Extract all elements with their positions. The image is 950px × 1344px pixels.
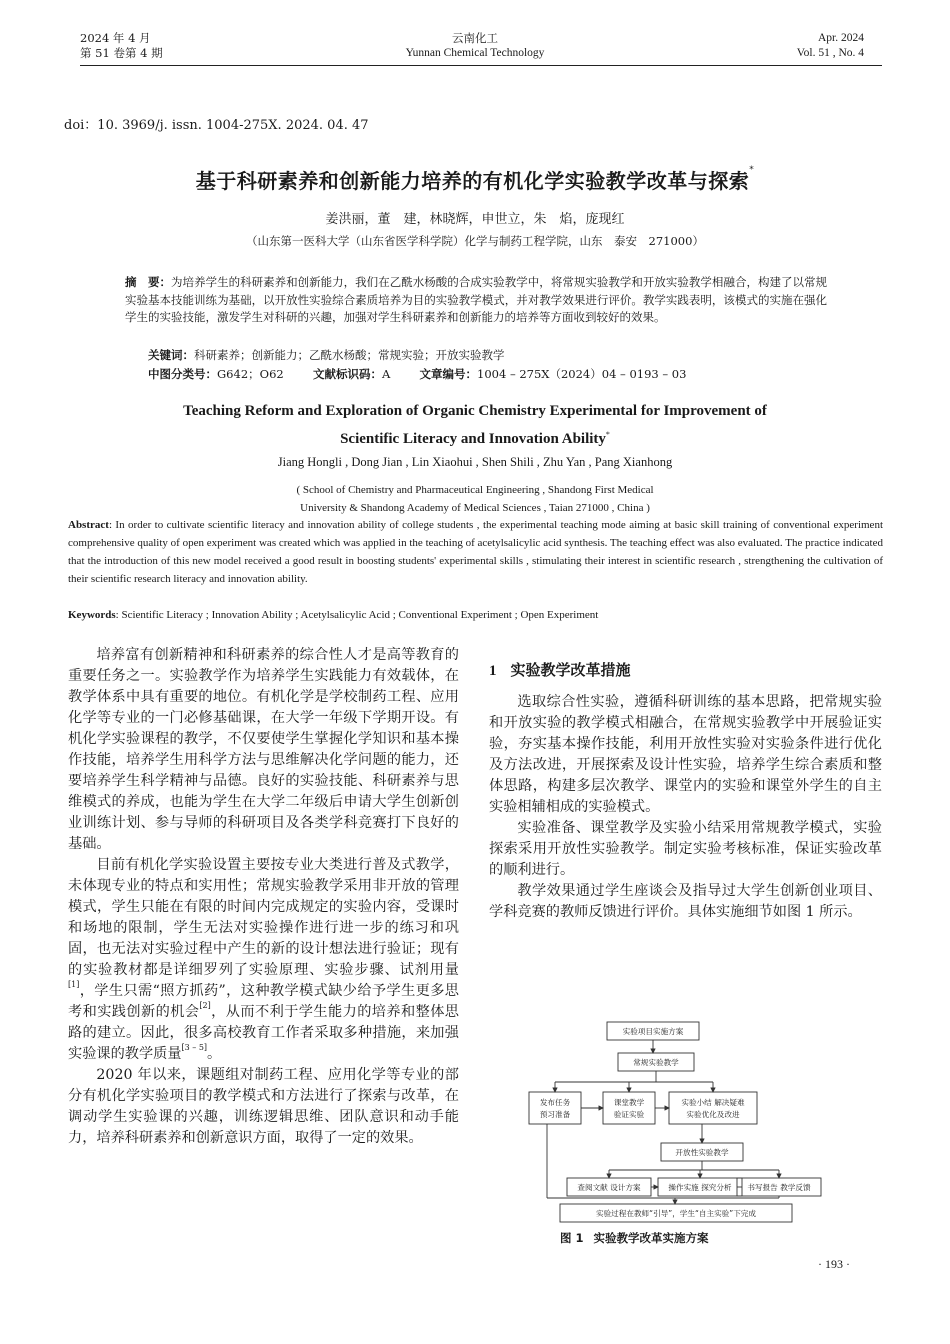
section-number: 1 — [489, 663, 497, 679]
title-en-text: Teaching Reform and Exploration of Organic Chemistry Experimental for Improvement of Scientific Literacy and Innovation Ability — [183, 403, 767, 447]
flow-text-task-2: 预习准备 — [539, 1110, 571, 1119]
doc-code-label: 文献标识码： — [312, 367, 382, 381]
paragraph-text: 。 — [207, 1046, 222, 1062]
flow-text-summary-2: 实验优化及改进 — [686, 1110, 740, 1119]
abstract-en-text: : In order to cultivate scientific literacy and innovation ability of college students , the experimental teaching mode aiming at basic skill training of conventional experiment comprehensive quality of open experiment was created which was applied in the teaching of acetylsalicylic acid synthesis. The teaching effect was also evaluated. The practice indicated that the introduction of this new model received a good result in boosting students' experimental skills , stimulating their interest in scientific research , strengthening the cultivation of their scientific research literacy and innovation ability. — [68, 519, 883, 585]
keywords-en-text: : Scientific Literacy ; Innovation Ability ; Acetylsalicylic Acid ; Conventional Experiment ; Open Experiment — [115, 609, 599, 621]
keywords-cn — [148, 347, 505, 363]
keywords-cn-label: 关键词： — [148, 348, 194, 362]
classification-cn — [148, 366, 686, 382]
issue-date-en: Apr. 2024 — [818, 32, 864, 44]
authors-cn: 姜洪丽，董 建，林晓辉，申世立，朱 焰，庞现红 — [325, 212, 625, 227]
flow-text-summary-1: 实验小结 解决疑难 — [681, 1098, 745, 1107]
keywords-en — [68, 609, 598, 621]
citation-link[interactable]: [2] — [199, 1001, 211, 1010]
affiliation-en-line2: University & Shandong Academy of Medical Sciences , Taian 271000 , China ) — [300, 502, 650, 514]
flow-text-class-2: 验证实验 — [613, 1110, 645, 1119]
flow-text-class-1: 课堂教学 — [613, 1098, 645, 1107]
title-footnote-mark: * — [749, 165, 755, 175]
page-number: · 193 · — [818, 1257, 850, 1271]
figure-caption — [560, 1230, 709, 1246]
keywords-cn-text: 科研素养；创新能力；乙酰水杨酸；常规实验；开放实验教学 — [194, 348, 505, 362]
abstract-en — [68, 516, 883, 588]
paragraph: 培养富有创新精神和科研素养的综合性人才是高等教育的重要任务之一。实验教学作为培养学生实践能力有效载体，在教学体系中具有重要的地位。有机化学是学校制药工程、应用化学等专业的一门必修基础课，在大学一年级下学期开设。有机化学实验课程的教学，不仅要使学生掌握化学知识和基本操作技能，培养学生用科学方法与思维解决化学问题的能力，还要培养学生科学精神与品德。良好的实验技能、科研素养与思维模式的养成，也能为学生在大学二年级后申请大学生创新创业训练计划、参与导师的科研项目及各类学科竞赛打下良好的基础。 — [68, 647, 459, 852]
paragraph-text: ，学生只需“照方抓药”，这种教学模式缺少给予学生更多思考和实践创新的机会 — [68, 983, 459, 1020]
body-right-column — [489, 692, 882, 923]
figure-number: 图 1 — [560, 1231, 584, 1245]
article-no-value: 1004 – 275X（2024）04 – 0193 – 03 — [477, 367, 687, 381]
figure-caption-text: 实验教学改革实施方案 — [593, 1231, 709, 1245]
title-cn — [0, 165, 950, 194]
abstract-cn-label: 摘 要： — [125, 275, 172, 289]
header-right — [797, 31, 864, 61]
clc-value: G642；O62 — [217, 367, 284, 381]
affiliation-en-line1: ( School of Chemistry and Pharmaceutical Engineering , Shandong First Medical — [296, 484, 654, 496]
journal-name-cn: 云南化工 — [452, 31, 498, 45]
citation-link[interactable]: [3 – 5] — [181, 1043, 208, 1052]
figure-1-flowchart — [525, 1020, 825, 1225]
keywords-en-label: Keywords — [68, 609, 116, 621]
paragraph: 选取综合性实验，遵循科研训练的基本思路，把常规实验和开放实验的教学模式相融合，在常规实验教学中开展验证实验，夯实基本操作技能，利用开放性实验对实验条件进行优化及方法改进，开展探索及设计性实验，培养学生综合素质和整体思路，构建多层次教学、课堂内的实验和课堂外学生的自主实验相辅相成的实验模式。 — [489, 694, 882, 815]
header-rule — [80, 65, 882, 66]
affiliation-cn: （山东第一医科大学（山东省医学科学院）化学与制药工程学院，山东 泰安 271000） — [246, 234, 704, 248]
flow-text-task-1: 发布任务 — [539, 1098, 571, 1107]
abstract-cn-text: 为培养学生的科研素养和创新能力，我们在乙酰水杨酸的合成实验教学中，将常规实验教学和开放实验教学相融合，构建了以常规实验基本技能训练为基础，以开放性实验综合素质培养为目的实验教学模式，并对教学效果进行评价。教学实践表明，该模式的实施在强化学生的实验技能，激发学生对科研的兴趣，加强对学生科研素养和创新能力的培养等方面收到较好的效果。 — [125, 275, 828, 324]
body-left-column — [68, 645, 459, 1149]
issue-date: 2024 年 4 月 — [80, 31, 151, 45]
citation-link[interactable]: [1] — [68, 980, 80, 989]
flow-text-bottom: 实验过程在教师“引导”，学生“自主实验”下完成 — [595, 1209, 757, 1218]
doc-code-value: A — [381, 367, 391, 381]
paragraph — [68, 855, 459, 1065]
flow-box-summary — [669, 1092, 757, 1124]
paragraph: 实验准备、课堂教学及实验小结采用常规教学模式，实验探索采用开放性实验教学。制定实验考核标准，保证实验改革的顺利进行。 — [489, 820, 882, 878]
volume-issue: 第 51 卷第 4 期 — [80, 46, 163, 60]
flow-box-task — [529, 1092, 581, 1124]
section-heading — [489, 659, 631, 680]
journal-name-en: Yunnan Chemical Technology — [405, 47, 545, 59]
title-cn-text: 基于科研素养和创新能力培养的有机化学实验教学改革与探索 — [195, 169, 750, 193]
paragraph: 2020 年以来，课题组对制药工程、应用化学等专业的部分有机化学实验项目的教学模式和方法进行了探索与改革，在调动学生实验课的兴趣，训练逻辑思维、团队意识和动手能力，培养科研素养和创新意识方面，取得了一定的效果。 — [68, 1067, 459, 1146]
flow-text-literature: 查阅文献 设计方案 — [577, 1183, 641, 1192]
paragraph-text: ，从而不利于学生能力的培养和整体思路的建立。因此，很多高校教育工作者采取多种措施，来加强实验课的教学质量 — [68, 1004, 459, 1062]
article-no-label: 文章编号： — [419, 367, 478, 381]
abstract-cn — [125, 274, 827, 327]
doi[interactable]: doi：10. 3969/j. issn. 1004-275X. 2024. 04. 47 — [64, 118, 369, 133]
clc-label: 中图分类号： — [148, 367, 217, 381]
flow-text-top: 实验项目实施方案 — [622, 1027, 684, 1036]
flow-text-regular: 常规实验教学 — [633, 1058, 679, 1067]
paragraph: 教学效果通过学生座谈会及指导过大学生创新创业项目、学科竞赛的教师反馈进行评价。具体实施细节如图 1 所示。 — [489, 883, 882, 920]
abstract-en-label: Abstract — [68, 519, 109, 531]
flow-text-open: 开放性实验教学 — [675, 1148, 729, 1157]
flow-box-class — [603, 1092, 655, 1124]
affiliation-en — [0, 481, 950, 517]
authors-en: Jiang Hongli , Dong Jian , Lin Xiaohui , Shen Shili , Zhu Yan , Pang Xianhong — [277, 455, 673, 469]
title-en — [0, 400, 950, 451]
title-en-footnote-mark: * — [605, 430, 610, 439]
section-title: 实验教学改革措施 — [510, 661, 631, 679]
flow-text-report: 书写报告 教学反馈 — [747, 1183, 811, 1192]
paragraph-text: 目前有机化学实验设置主要按专业大类进行普及式教学，未体现专业的特点和实用性；常规实验教学采用非开放的管理模式，学生只能在有限的时间内完成规定的实验内容，受课时和场地的限制，学生无法对实验操作进行进一步的练习和巩固，也无法对实验过程中产生的新的设计想法进行验证；现有的实验教材都是详细罗列了实验原理、实验步骤、试剂用量 — [68, 857, 459, 978]
volume-issue-en: Vol. 51 , No. 4 — [796, 47, 864, 59]
flow-text-operation: 操作实施 探究分析 — [668, 1183, 732, 1192]
